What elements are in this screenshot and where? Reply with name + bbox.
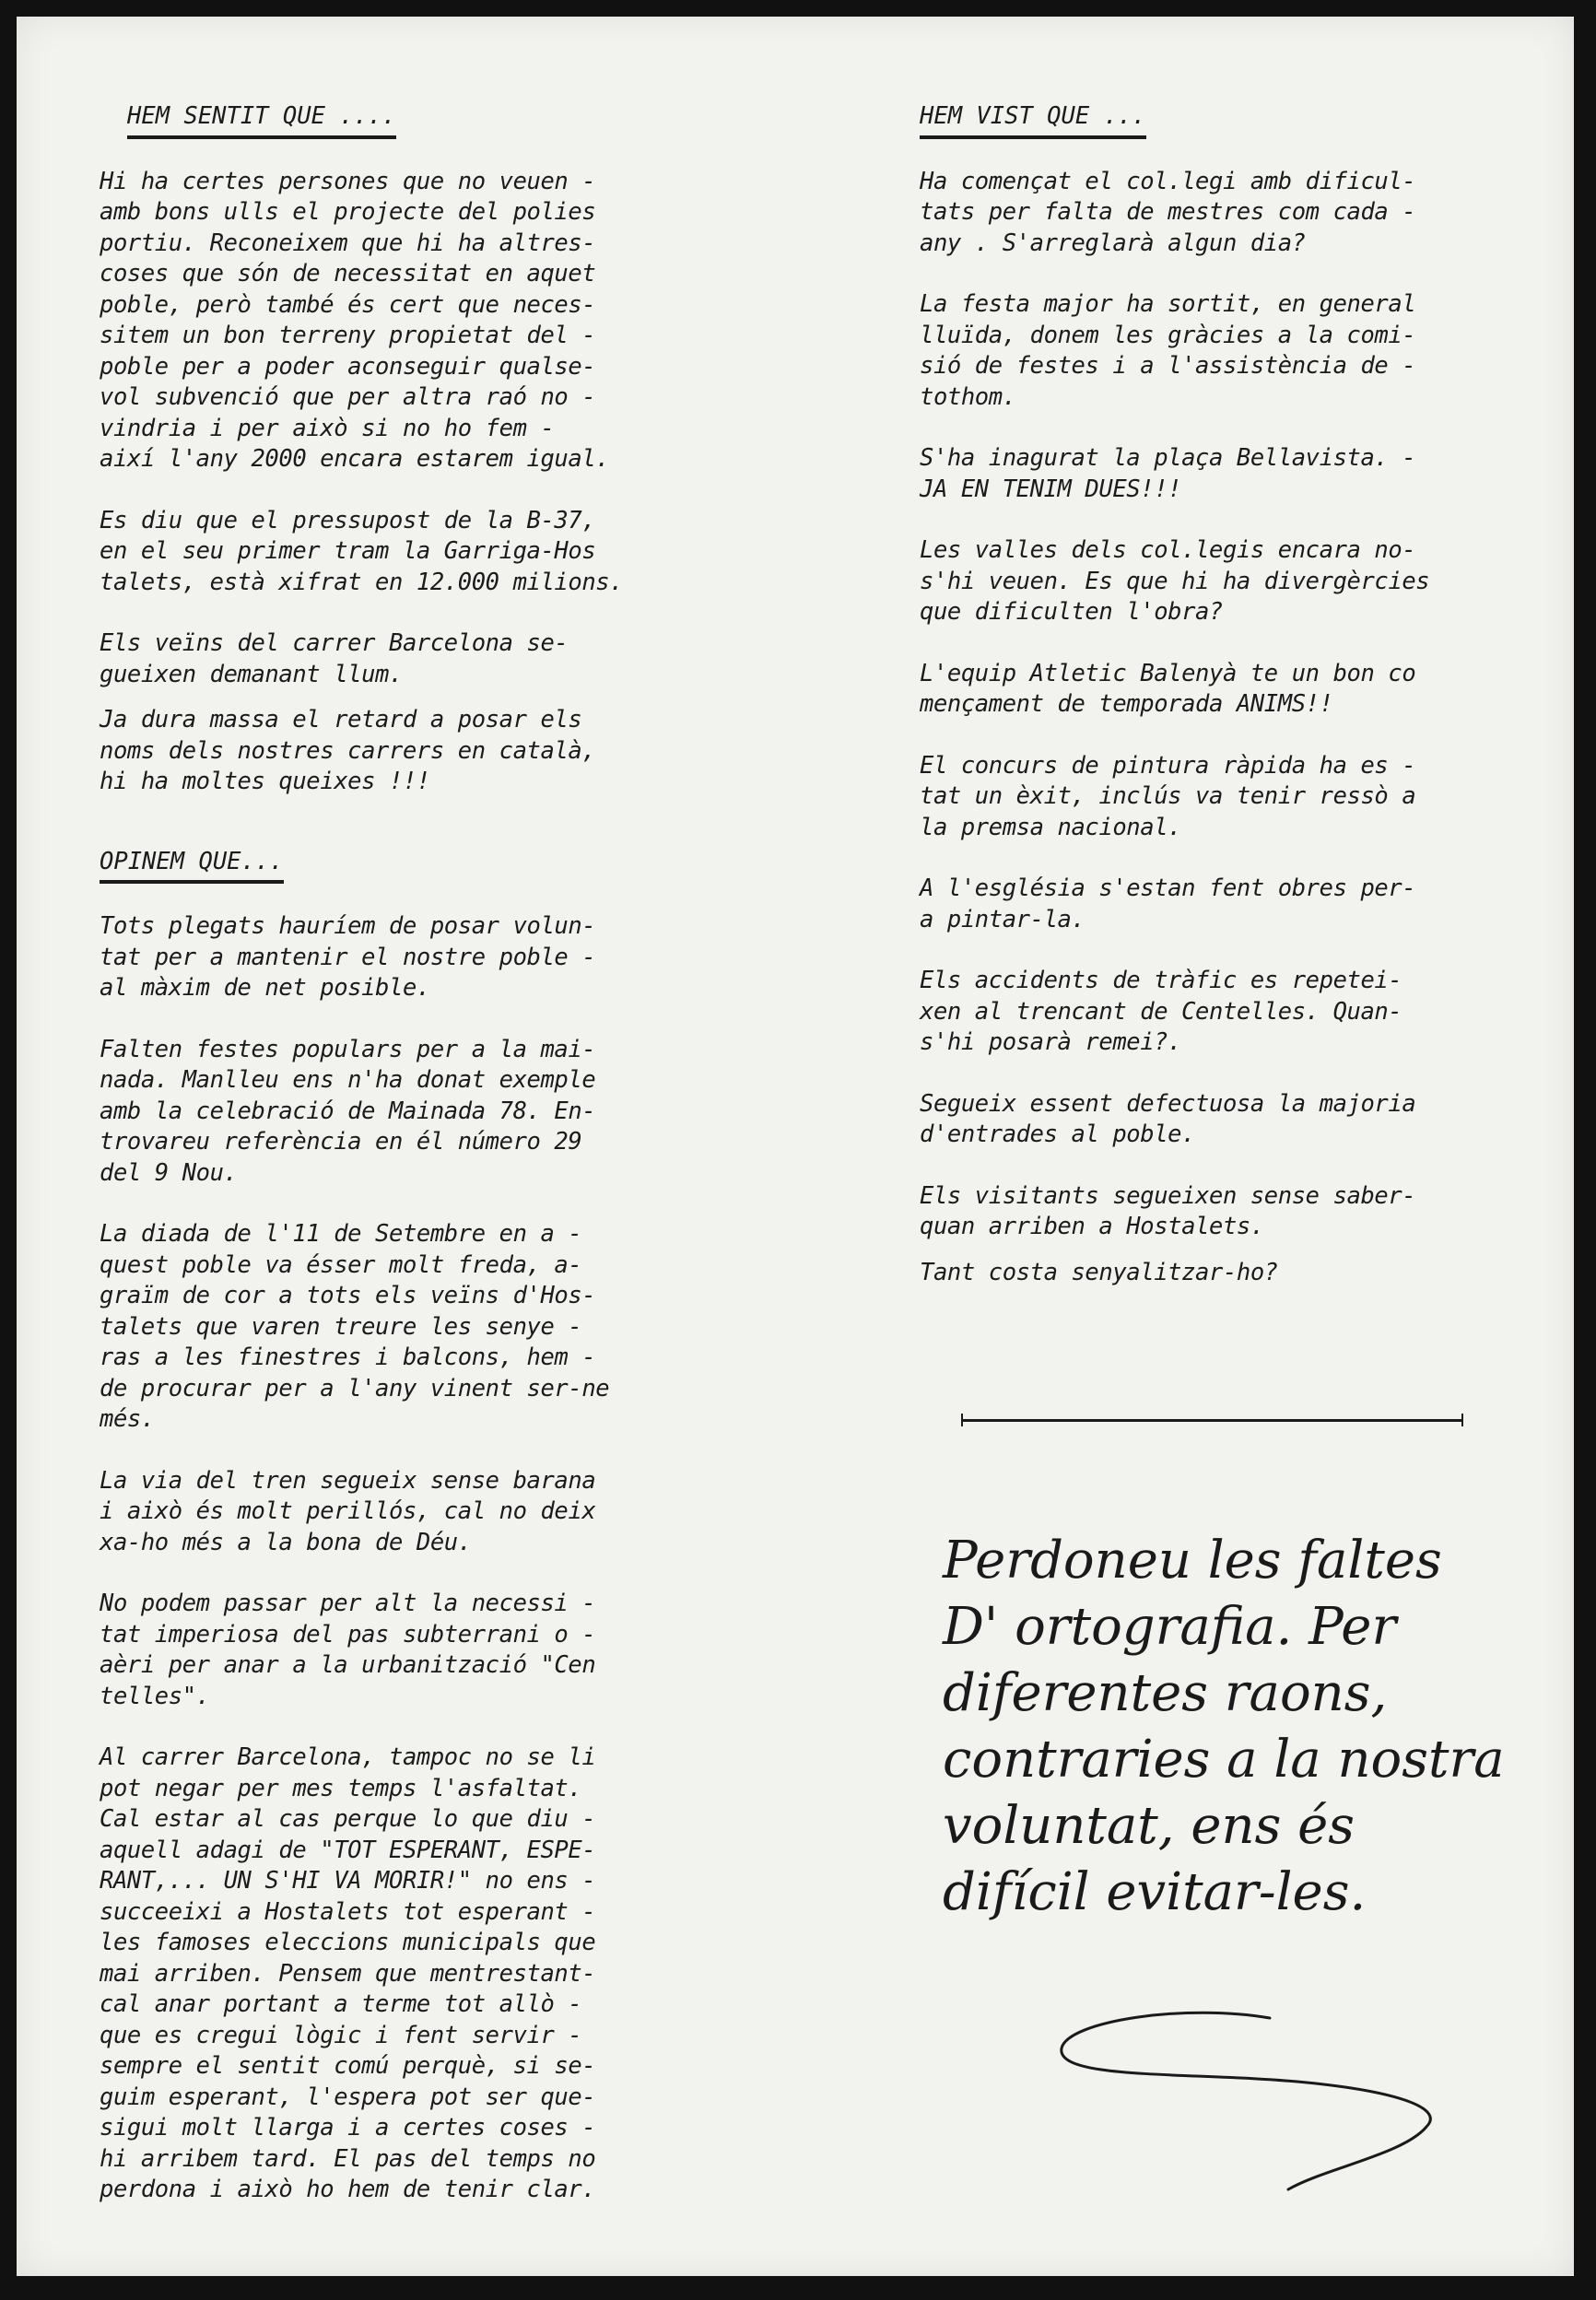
paragraph: L'equip Atletic Balenyà te un bon co mençament de temporada ANIMS!! <box>920 659 1416 718</box>
heading-opinem-que: OPINEM QUE... <box>100 847 284 885</box>
paragraph: Falten festes populars per a la mai- nada. Manlleu ens n'ha donat exemple amb la celebració de Mainada 78. En- trovareu referència en él número 29 del 9 Nou. <box>100 1035 596 1187</box>
heading-hem-vist-que: HEM VIST QUE ... <box>920 101 1146 139</box>
paragraph: A l'església s'estan fent obres per- a pintar-la. <box>920 874 1416 933</box>
paragraph: Els visitants segueixen sense saber- quan arriben a Hostalets. <box>920 1181 1416 1240</box>
paragraph: Al carrer Barcelona, tampoc no se li pot negar per mes temps l'asfaltat. Cal estar al cas perque lo que diu - aquell adagi de "TOT ESPERANT, ESPE- RANT,... UN S'HI VA MORIR!" no ens - succeeixi a Hostalets tot esperant - les famoses eleccions municipals que mai arriben. Pensem que mentrestant- cal anar portant a terme tot allò - que es cregui lògic i fent servir - sempre el sentit comú perquè, si se- guim esperant, l'espera pot ser que- sigui molt llarga i a certes coses - hi arribem tard. El pas del temps no perdona i això ho hem de tenir clar. <box>100 1743 596 2203</box>
paragraph: La via del tren segueix sense barana i això és molt perillós, cal no deix xa-ho més a la bona de Déu. <box>100 1466 596 1556</box>
handwritten-note: Perdoneu les faltes D' ortografia. Per diferentes raons, contraries a la nostra voluntat, ens és difícil evitar-les. <box>943 1531 1505 1922</box>
paragraph: Els veïns del carrer Barcelona se- gueixen demanant llum. <box>100 629 569 688</box>
paragraph: La diada de l'11 de Setembre en a - quest poble va ésser molt freda, a- graïm de cor a tots els veïns d'Hos- talets que varen treure les senye - ras a les finestres i balcons, hem - de procurar per a l'any vinent ser-ne més. <box>100 1220 610 1433</box>
paragraph: Els accidents de tràfic es repetei- xen al trencant de Centelles. Quan- s'hi posarà remei?. <box>920 967 1402 1056</box>
heading-hem-sentit-que: HEM SENTIT QUE .... <box>127 101 396 139</box>
paragraph: Tots plegats hauríem de posar volun- tat per a mantenir el nostre poble - al màxim de net posible. <box>100 912 596 1002</box>
paragraph: El concurs de pintura ràpida ha es - tat un èxit, inclús va tenir ressò a la premsa nacional. <box>920 751 1416 841</box>
divider-rule <box>961 1419 1463 1422</box>
paragraph: La festa major ha sortit, en general lluïda, donem les gràcies a la comi- sió de festes i a l'assistència de - tothom. <box>920 290 1416 411</box>
paragraph: S'ha inagurat la plaça Bellavista. - JA EN TENIM DUES!!! <box>920 444 1416 503</box>
paragraph: Ja dura massa el retard a posar els noms dels nostres carrers en català, hi ha moltes queixes !!! <box>100 706 596 795</box>
signature-scribble <box>1049 2007 1454 2191</box>
paragraph: Hi ha certes persones que no veuen - amb bons ulls el projecte del polies portiu. Reconeixem que hi ha altres- coses que són de necessitat en aquet poble, però també és cert que neces- sitem un bon terreny propietat del - poble per a poder aconseguir qualse- vol subvenció que per altra raó no - vindria i per això si no ho fem - així l'any 2000 encara estarem igual. <box>100 167 610 473</box>
paragraph: No podem passar per alt la necessi - tat imperiosa del pas subterrani o - aèri per anar a la urbanització "Cen telles". <box>100 1590 596 1710</box>
paragraph: Es diu que el pressupost de la B-37, en el seu primer tram la Garriga-Hos talets, està xifrat en 12.000 milions. <box>100 506 624 596</box>
document-page <box>17 17 1574 2276</box>
paragraph: Les valles dels col.legis encara no- s'hi veuen. Es que hi ha divergèrcies que dificulten l'obra? <box>920 536 1430 626</box>
paragraph: Ha començat el col.legi amb dificul- tats per falta de mestres com cada - any . S'arreglarà algun dia? <box>920 167 1416 257</box>
paragraph: Tant costa senyalitzar-ho? <box>920 1258 1278 1286</box>
paragraph: Segueix essent defectuosa la majoria d'entrades al poble. <box>920 1089 1416 1148</box>
right-column <box>920 101 1537 1319</box>
left-column <box>100 101 726 2236</box>
